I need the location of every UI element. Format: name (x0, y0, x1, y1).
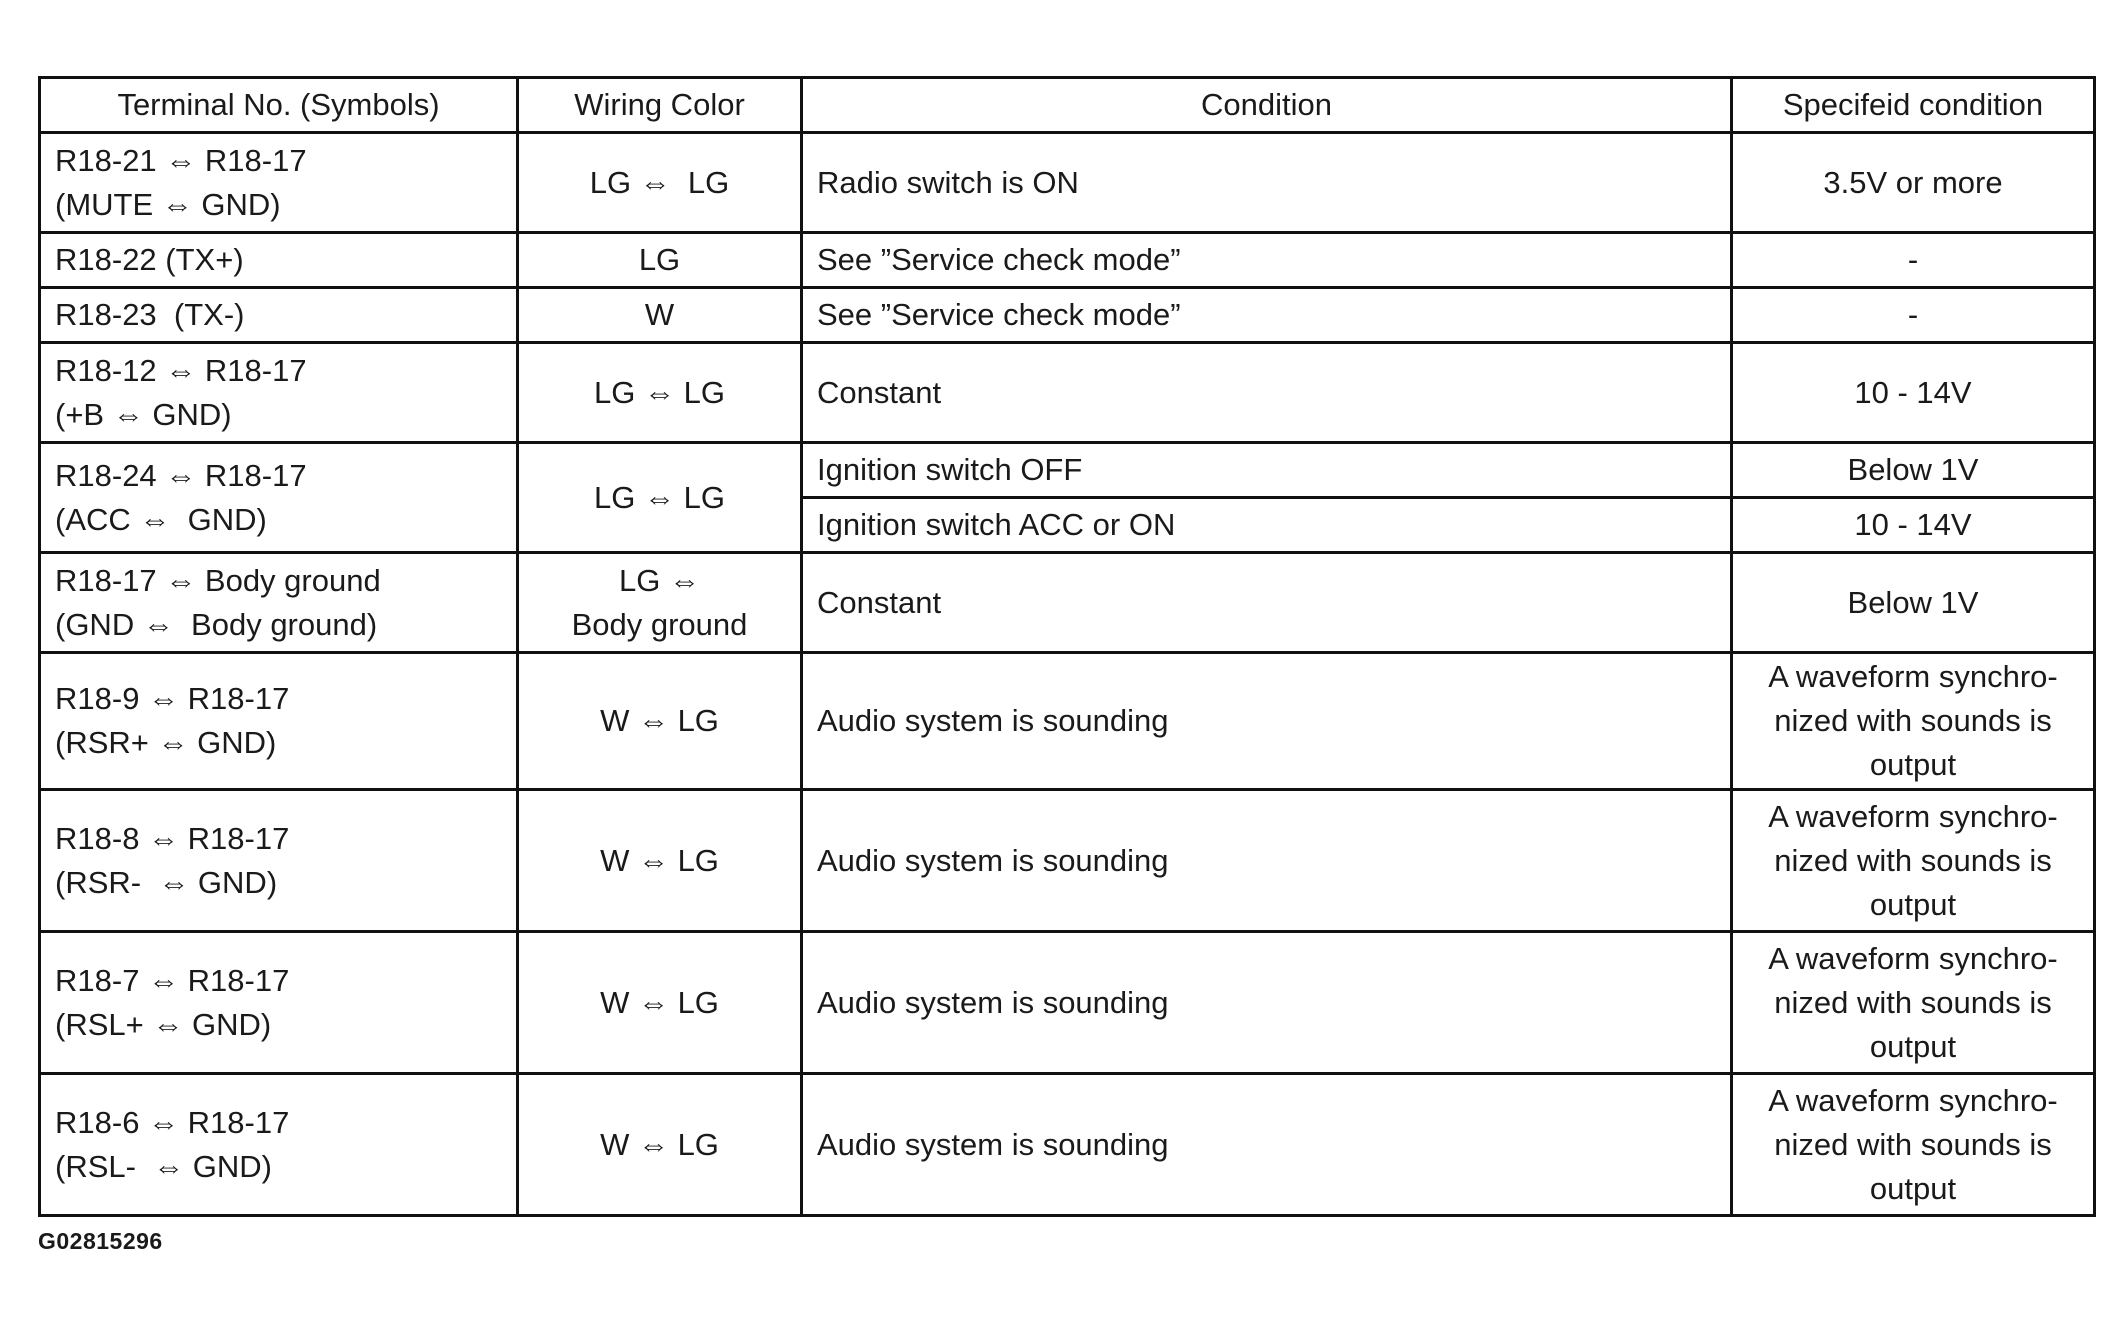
terminal-line: R18-9 ⇔ R18-17 (55, 681, 290, 716)
terminal-cell (40, 1074, 518, 1216)
wiring-color-line: W ⇔ LG (600, 1126, 719, 1162)
terminal-spec-table (38, 76, 2096, 1217)
wiring-color-line: LG ⇔ (619, 562, 700, 598)
wiring-color-cell (518, 653, 802, 790)
table-row (40, 653, 2095, 790)
condition-cell: Audio system is sounding (802, 1074, 1732, 1216)
specified-cell (1732, 932, 2095, 1074)
terminal-cell (40, 233, 518, 288)
table-row (40, 133, 2095, 233)
wiring-color-line: W ⇔ LG (600, 703, 719, 738)
condition-cell: Ignition switch ACC or ON (802, 498, 1732, 553)
terminal-line: R18-22 (TX+) (55, 242, 244, 277)
wiring-color-cell (518, 133, 802, 233)
terminal-cell (40, 553, 518, 653)
wiring-color-cell (518, 553, 802, 653)
wiring-color-cell (518, 932, 802, 1074)
header-terminal: Terminal No. (Symbols) (40, 78, 518, 133)
terminal-line: R18-21 ⇔ R18-17 (55, 142, 307, 178)
table-row (40, 932, 2095, 1074)
specified-text: A waveform synchro-nized with sounds is output (1768, 940, 2058, 1064)
table-header-row (40, 78, 2095, 133)
terminal-line: R18-17 ⇔ Body ground (55, 562, 381, 598)
terminal-cell (40, 932, 518, 1074)
specified-cell: - (1732, 233, 2095, 288)
table-row (40, 343, 2095, 443)
terminal-symbol-line: (GND ⇔ Body ground) (55, 606, 378, 642)
wiring-color-line: W ⇔ LG (600, 984, 719, 1020)
wiring-color-cell (518, 343, 802, 443)
wiring-color-line: W ⇔ LG (600, 842, 719, 878)
specified-cell: - (1732, 288, 2095, 343)
specified-cell (1732, 653, 2095, 790)
header-specified-condition: Specifeid condition (1732, 78, 2095, 133)
table-row (40, 443, 2095, 498)
wiring-color-cell (518, 443, 802, 553)
wiring-color-line: LG ⇔ LG (594, 374, 725, 410)
terminal-symbol-line: (RSR- ⇔ GND) (55, 864, 278, 900)
wiring-color-cell (518, 288, 802, 343)
terminal-cell (40, 288, 518, 343)
terminal-cell (40, 790, 518, 932)
terminal-line: R18-8 ⇔ R18-17 (55, 820, 290, 856)
terminal-line: R18-6 ⇔ R18-17 (55, 1104, 290, 1140)
terminal-cell (40, 343, 518, 443)
wiring-color-line: LG (638, 242, 681, 277)
condition-cell: Radio switch is ON (802, 133, 1732, 233)
specified-cell: 3.5V or more (1732, 133, 2095, 233)
wiring-color-line: W (644, 297, 675, 332)
terminal-line: R18-24 ⇔ R18-17 (55, 457, 307, 493)
terminal-symbol-line: (ACC ⇔ GND) (55, 501, 267, 537)
table-row (40, 288, 2095, 343)
wiring-color-cell (518, 233, 802, 288)
condition-cell: See ”Service check mode” (802, 233, 1732, 288)
table-row (40, 790, 2095, 932)
terminal-line: R18-7 ⇔ R18-17 (55, 962, 290, 998)
wiring-color-line: LG ⇔ LG (589, 164, 730, 200)
terminal-cell (40, 653, 518, 790)
specified-cell (1732, 790, 2095, 932)
wiring-color-cell (518, 1074, 802, 1216)
header-condition: Condition (802, 78, 1732, 133)
header-wiring-color: Wiring Color (518, 78, 802, 133)
specified-cell: Below 1V (1732, 553, 2095, 653)
terminal-line: R18-12 ⇔ R18-17 (55, 352, 307, 388)
specified-text: A waveform synchro-nized with sounds is output (1768, 798, 2058, 922)
condition-cell: Audio system is sounding (802, 790, 1732, 932)
condition-cell: See ”Service check mode” (802, 288, 1732, 343)
terminal-symbol-line: (+B ⇔ GND) (55, 396, 232, 432)
wiring-color-cell (518, 790, 802, 932)
specified-cell: 10 - 14V (1732, 343, 2095, 443)
terminal-symbol-line: (RSL+ ⇔ GND) (55, 1006, 272, 1042)
terminal-symbol-line: (RSL- ⇔ GND) (55, 1148, 272, 1184)
terminal-symbol-line: (MUTE ⇔ GND) (55, 186, 281, 222)
wiring-color-line: Body ground (571, 606, 748, 642)
condition-cell: Constant (802, 553, 1732, 653)
specified-cell: Below 1V (1732, 443, 2095, 498)
condition-cell: Ignition switch OFF (802, 443, 1732, 498)
specified-cell: 10 - 14V (1732, 498, 2095, 553)
terminal-line: R18-23 (TX-) (55, 297, 245, 332)
condition-cell: Constant (802, 343, 1732, 443)
terminal-cell (40, 133, 518, 233)
figure-code: G02815296 (38, 1228, 163, 1254)
terminal-symbol-line: (RSR+ ⇔ GND) (55, 725, 277, 760)
wiring-color-line: LG ⇔ LG (594, 479, 725, 515)
table-row (40, 1074, 2095, 1216)
specified-cell (1732, 1074, 2095, 1216)
condition-cell: Audio system is sounding (802, 653, 1732, 790)
terminal-cell (40, 443, 518, 553)
specified-text: A waveform synchro-nized with sounds is output (1768, 1082, 2058, 1206)
table-row (40, 553, 2095, 653)
condition-cell: Audio system is sounding (802, 932, 1732, 1074)
table-row (40, 233, 2095, 288)
specified-text: A waveform synchro-nized with sounds is output (1768, 659, 2058, 782)
